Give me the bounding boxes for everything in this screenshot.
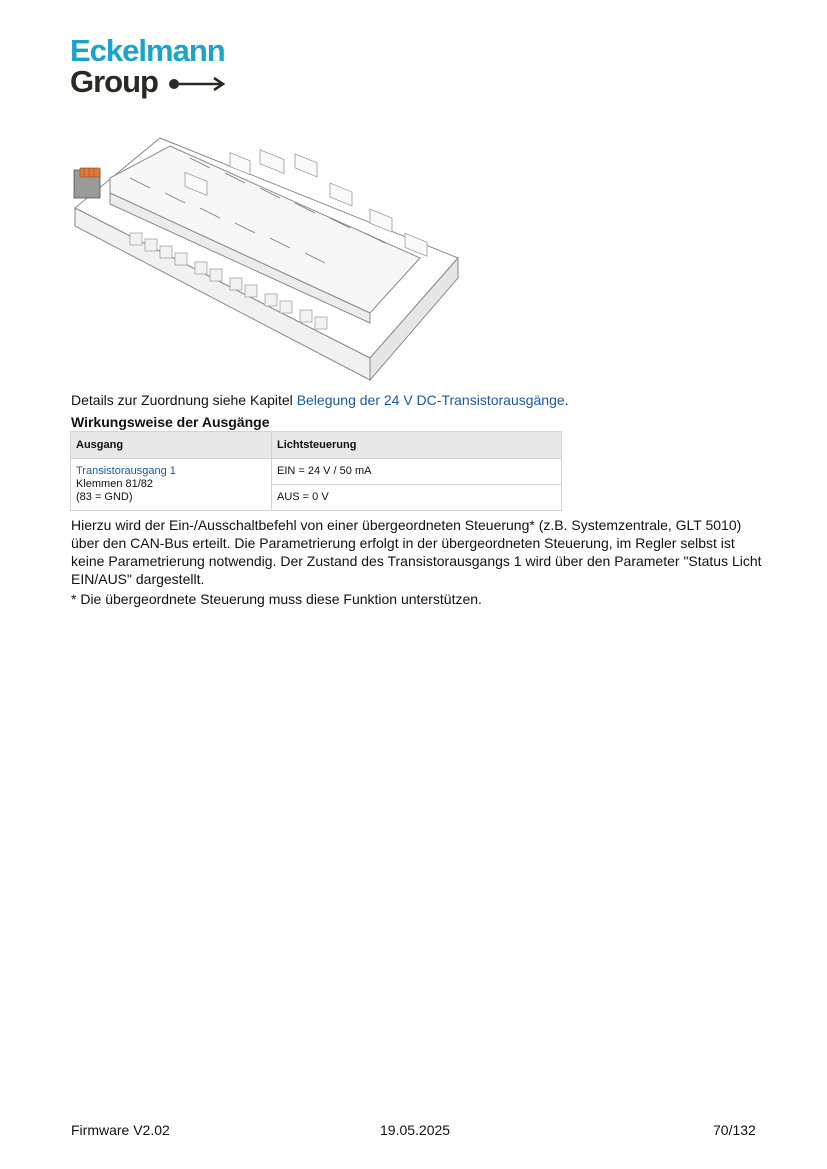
terminal-label: Klemmen 81/82 [76,478,154,490]
chapter-link[interactable]: Belegung der 24 V DC-Transistorausgänge [296,392,565,408]
description-paragraph: Hierzu wird der Ein-/Ausschaltbefehl von einer übergeordneten Steuerung* (z.B. Systemzentrale, GLT 5010) über den CAN-Bus erteilt. Die Parametrierung erfolgt in der übergeordneten Steuerung, im Regler selbst ist keine Parametrierung notwendig. Der Zustand des Transistorausgangs 1 wird über den Parameter "Status Licht EIN/AUS" dargestellt. [71,517,762,587]
output-cell [71,459,272,511]
logo-text-eckelmann: Eckelmann [70,33,225,68]
highlighted-connector [74,168,100,198]
column-header-lichtsteuerung: Lichtsteuerung [272,432,562,459]
on-state-cell: EIN = 24 V / 50 mA [272,459,562,485]
logo-text-group: Group [70,64,158,99]
intro-paragraph: Details zur Zuordnung siehe Kapitel Belegung der 24 V DC-Transistorausgänge. [71,392,569,408]
company-logo [70,33,226,99]
outputs-table [70,431,562,511]
controller-board-illustration [70,118,462,386]
gnd-label: (83 = GND) [76,491,133,503]
off-state-cell: AUS = 0 V [272,485,562,511]
column-header-ausgang: Ausgang [71,432,272,459]
section-heading: Wirkungsweise der Ausgänge [71,414,270,430]
table-header-row [71,432,562,459]
transistor-output-link[interactable]: Transistorausgang 1 [76,465,176,477]
footnote: * Die übergeordnete Steuerung muss diese Funktion unterstützen. [71,591,482,607]
footer-firmware: Firmware V2.02 [71,1122,170,1138]
footer-date: 19.05.2025 [380,1122,451,1138]
logo-arrow-icon [168,77,226,91]
footer-page-number: 70/132 [713,1122,756,1138]
table-row [71,459,562,485]
